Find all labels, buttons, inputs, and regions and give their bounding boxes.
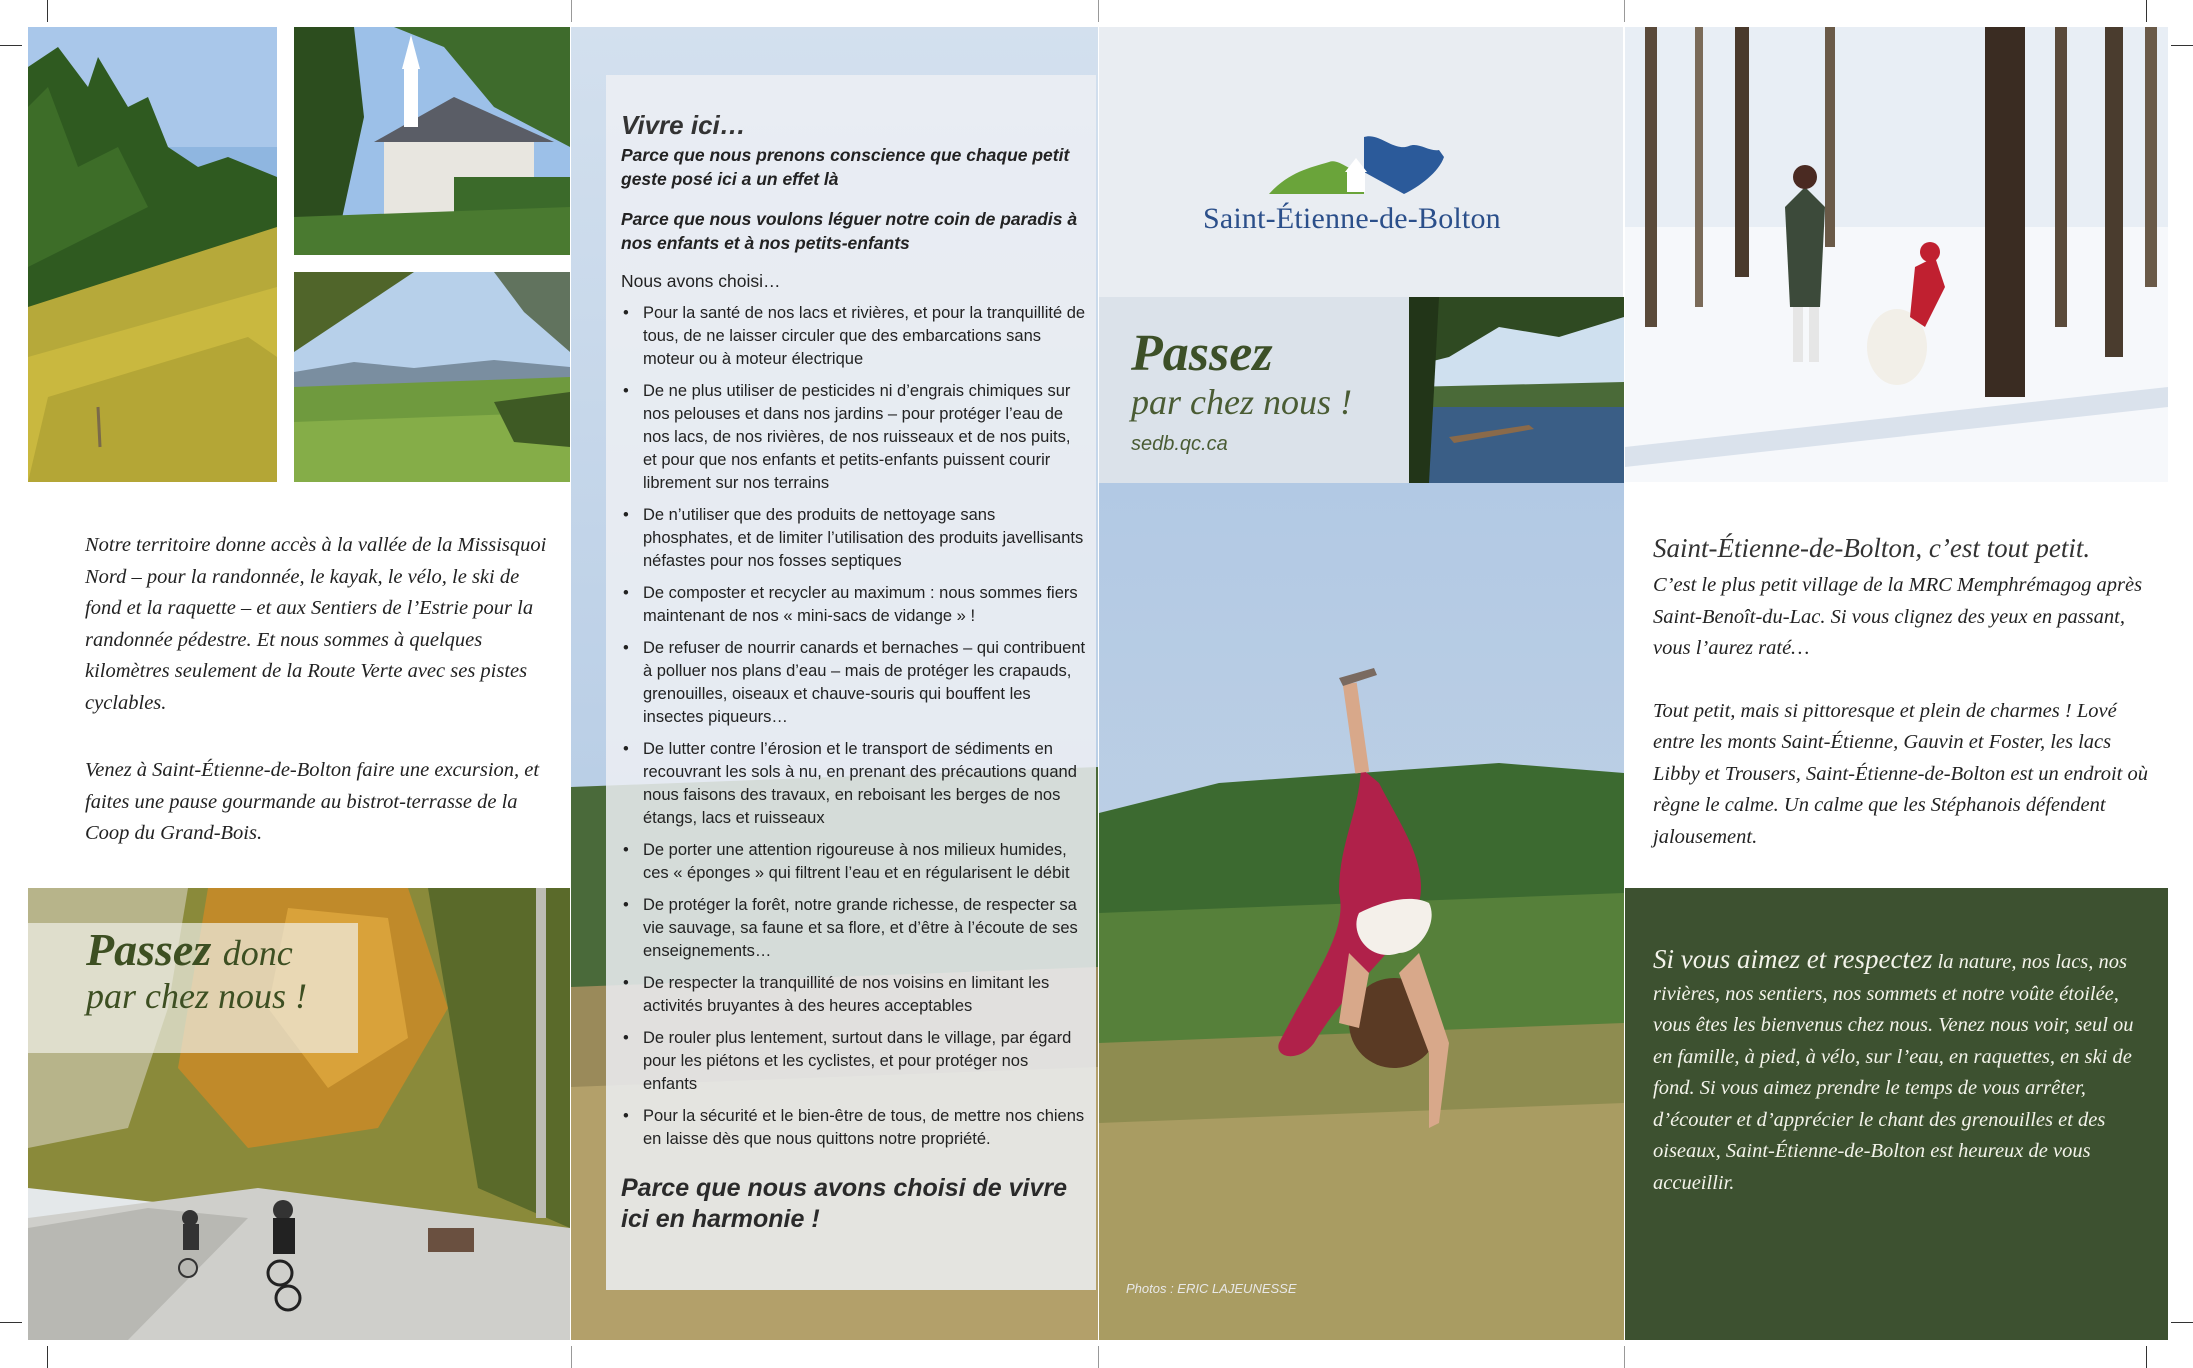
list-item: • De refuser de nourrir canards et bernaches – qui contribuent à polluer nos plans d’eau – mais de protéger les crapauds, grenouilles, oiseaux et chauve-souris qui bouffent les insectes piqueurs… [621,637,1086,729]
crop-mark [2171,45,2193,46]
crop-mark [2146,0,2147,22]
list-item: • De respecter la tranquillité de nos voisins en limitant les activités bruyantes à des heures acceptables [621,972,1086,1018]
fold-mark [1098,0,1099,22]
cartwheel-photo [1099,483,1624,1340]
list-item: • De protéger la forêt, notre grande richesse, de respecter sa vie sauvage, sa faune et sa flore, et d’être à l’écoute de ses enseignements… [621,894,1086,963]
logo-panel [1099,27,1623,297]
values-intro: Nous avons choisi… [621,271,781,291]
crop-mark [47,1346,48,1368]
fold-mark [1624,0,1625,22]
left-paragraph: Venez à Saint-Étienne-de-Bolton faire une excursion, et faites une pause gourmande au bistrot-terrasse de la Coop du Grand-Bois. [85,759,540,844]
promo-title: Passez donc [86,924,293,975]
cover-title-panel [1099,297,1409,483]
left-promo-box [28,923,358,1053]
snow-walk-photo [1625,27,2168,482]
crop-mark [0,1322,22,1323]
values-closing: Parce que nous avons choisi de vivre ici en harmonie ! [621,1174,1068,1233]
welcome-body: la nature, nos lacs, nos rivières, nos sentiers, nos sommets et notre voûte étoilée, vous êtes les bienvenus chez nous. Venez nous voir, seul ou en famille, à pied, à vélo, sur l’eau, en raquettes, en ski de fond. Si vous aimez prendre le temps de vous arrêter, d’écouter et d’apprécier le chant des grenouilles et des oiseaux, Saint-Étienne-de-Bolton est heureux de vous accueillir. [1653,951,2134,1194]
village-logo-icon [1269,132,1449,212]
list-item: • Pour la sécurité et le bien-être de tous, de mettre nos chiens en laisse dès que nous quittons notre propriété. [621,1105,1086,1151]
cover-title: Passez [1131,325,1273,382]
list-item: • De ne plus utiliser de pesticides ni d’engrais chimiques sur nos pelouses et dans nos jardins – pour protéger l’eau de nos lacs, de nos rivières, de nos ruisseaux et de nos puits, et pour que nos enfants et petits-enfants puissent courir librement sur nos terrains [621,380,1086,495]
lake-dock-photo [1409,297,1624,483]
landscape-photo [294,272,570,482]
crop-mark [47,0,48,22]
list-item: • De rouler plus lentement, surtout dans le village, par égard pour les piétons et les cyclistes, et pour protéger nos enfants [621,1027,1086,1096]
right-heading: Saint-Étienne-de-Bolton, c’est tout petit. [1653,533,2091,563]
crop-mark [2146,1346,2147,1368]
logo-text: Saint-Étienne-de-Bolton [1203,202,1501,235]
values-lead: Parce que nous voulons léguer notre coin de paradis à nos enfants et à nos petits-enfants [621,209,1078,253]
values-list [621,302,1086,1151]
list-item: • De porter une attention rigoureuse à nos milieux humides, ces « éponges » qui filtrent l’eau et en régularisent le débit [621,839,1086,885]
right-description [1653,533,2153,884]
values-title: Vivre ici… [621,110,746,140]
website-link[interactable]: sedb.qc.ca [1131,433,1228,455]
fold-mark [1624,1346,1625,1368]
left-paragraph: Notre territoire donne accès à la vallée de la Missisquoi Nord – pour la randonnée, le kayak, le vélo, le ski de fond et la raquette – et aux Sentiers de l’Estrie pour la randonnée pédestre. Et nous sommes à quelques kilomètres seulement de la Route Verte avec ses pistes cyclables. [85,534,547,714]
crop-mark [0,45,22,46]
welcome-lead: Si vous aimez et respectez [1653,944,1933,974]
promo-subtitle: par chez nous ! [86,976,307,1016]
left-description [85,530,555,886]
list-item: • Pour la santé de nos lacs et rivières, et pour la tranquillité de tous, de ne laisser circuler que des embarcations sans moteur ou à moteur électrique [621,302,1086,371]
right-paragraph: C’est le plus petit village de la MRC Memphrémagog après Saint-Benoît-du-Lac. Si vous clignez des yeux en passant, vous l’aurez raté… [1653,574,2143,659]
cover-subtitle: par chez nous ! [1131,382,1352,422]
fold-mark [571,1346,572,1368]
photo-credit: Photos : ERIC LAJEUNESSE [1126,1281,1297,1296]
crop-mark [2171,1322,2193,1323]
values-lead: Parce que nous prenons conscience que chaque petit geste posé ici a un effet là [621,145,1070,189]
fold-mark [571,0,572,22]
welcome-text [1653,944,2143,1199]
list-item: • De composter et recycler au maximum : nous sommes fiers maintenant de nos « mini-sacs de vidange » ! [621,582,1086,628]
values-panel [606,75,1096,1290]
list-item: • De lutter contre l’érosion et le transport de sédiments en recouvrant les sols à nu, en prenant des précautions quand nous faisons des travaux, en reboisant les berges de nos étangs, lacs et ruisseaux [621,738,1086,830]
meadow-photo [28,27,277,482]
welcome-box [1625,888,2168,1340]
fold-mark [1098,1346,1099,1368]
church-photo [294,27,570,255]
list-item: • De n’utiliser que des produits de nettoyage sans phosphates, et de limiter l’utilisation des produits javellisants néfastes pour nos fosses septiques [621,504,1086,573]
right-paragraph: Tout petit, mais si pittoresque et plein de charmes ! Lové entre les monts Saint-Étienne, Gauvin et Foster, les lacs Libby et Trousers, Saint-Étienne-de-Bolton est un endroit où règne le calme. Un calme que les Stéphanois défendent jalousement. [1653,699,2148,848]
